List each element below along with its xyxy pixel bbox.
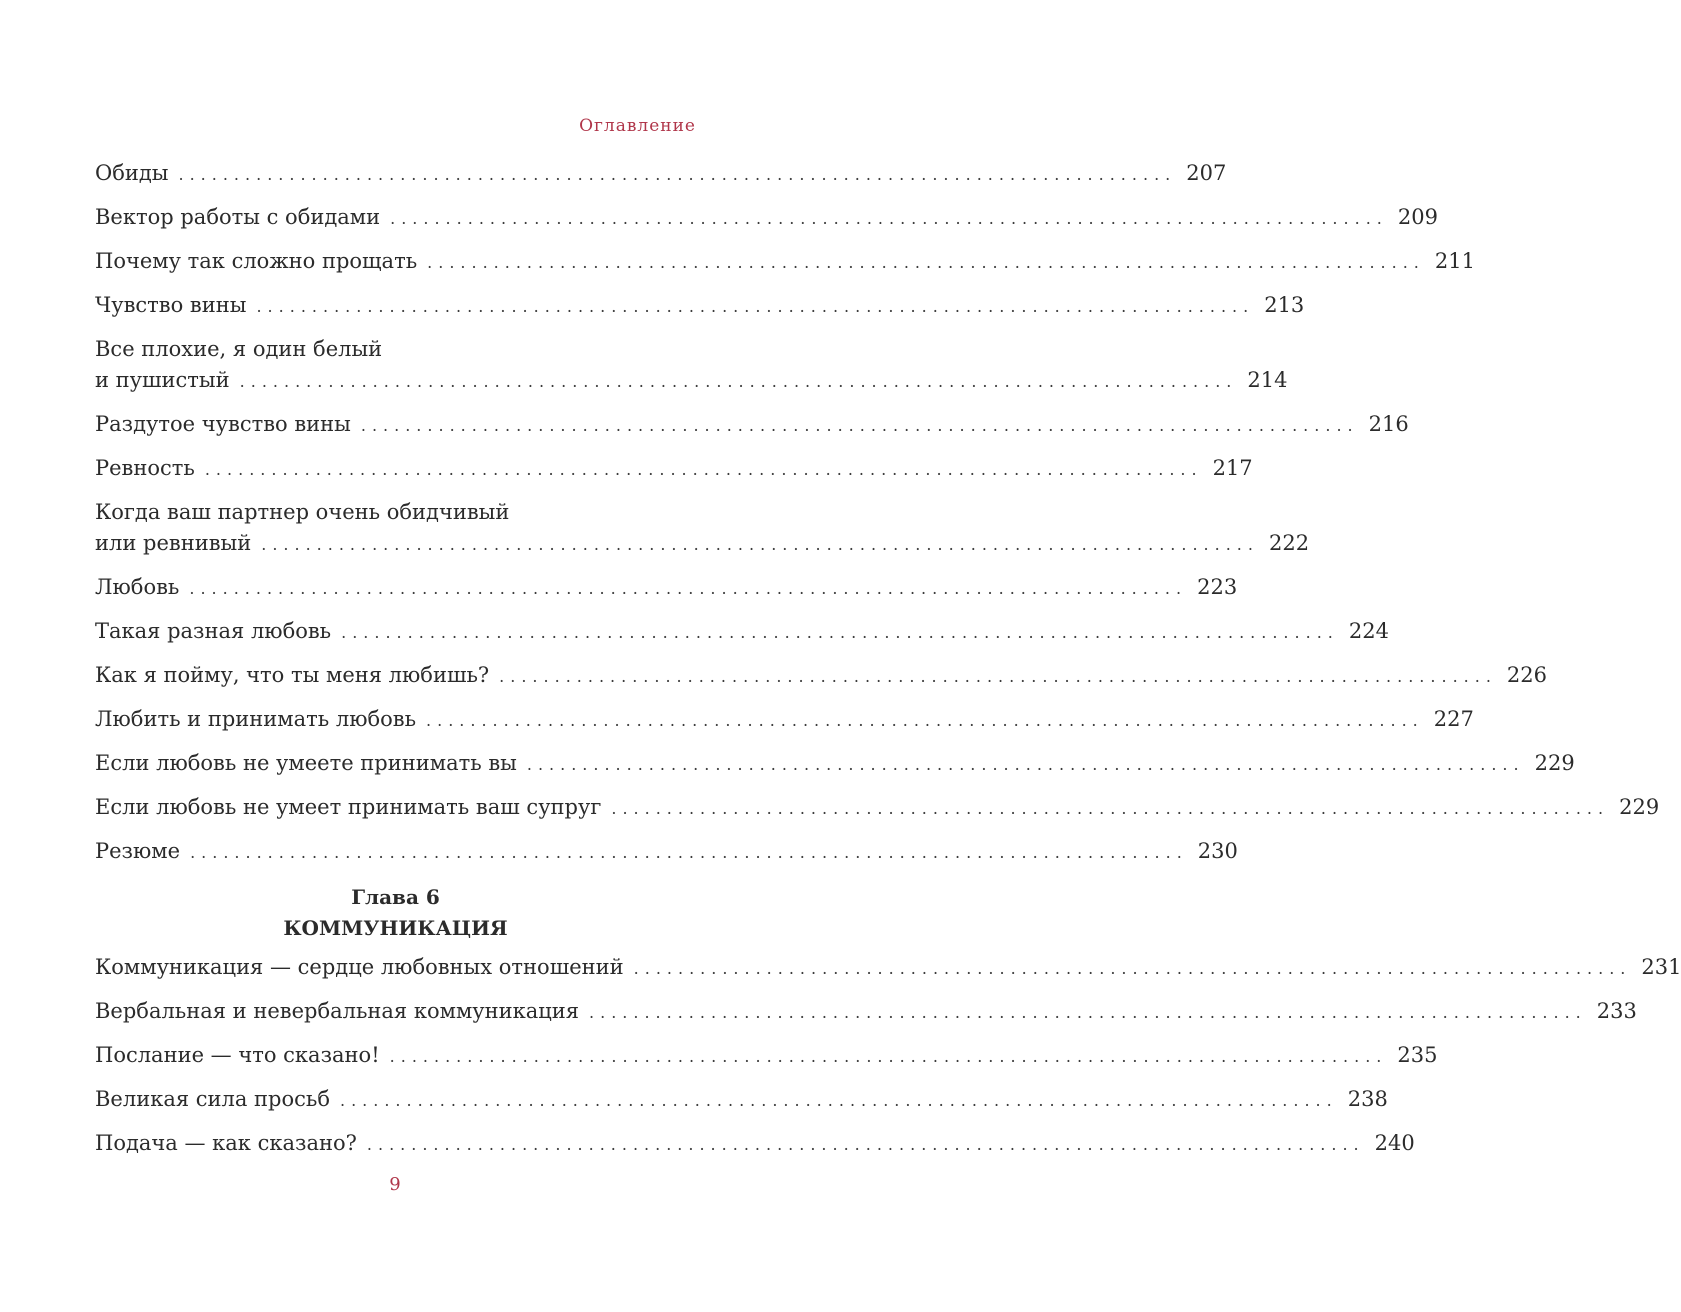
- toc-entry: [95, 616, 1389, 648]
- dot-leader: ..........................................................................................: [190, 843, 1188, 862]
- toc-entry-title-line1: Все плохие, я один белый: [95, 337, 383, 361]
- dot-leader: ..........................................................................................: [633, 959, 1632, 978]
- toc-entry: [95, 952, 1681, 984]
- dot-leader: ..........................................................................................: [256, 297, 1255, 316]
- toc-entry-title: Чувство вины: [95, 293, 247, 317]
- dot-leader: ..........................................................................................: [366, 1135, 1365, 1154]
- dot-leader: ..........................................................................................: [389, 1047, 1388, 1066]
- toc-entry-title: Обиды: [95, 161, 169, 185]
- dot-leader: ..........................................................................................: [189, 579, 1188, 598]
- toc-entry: [95, 660, 1547, 692]
- running-head: Оглавление: [579, 116, 696, 136]
- toc-entry-title: Великая сила просьб: [95, 1087, 330, 1111]
- dot-leader: ..........................................................................................: [611, 799, 1610, 818]
- dot-leader: ..........................................................................................: [360, 416, 1359, 435]
- chapter-heading: [95, 882, 696, 944]
- toc-entry-page: 224: [1348, 619, 1389, 643]
- toc-entry-title: Такая разная любовь: [95, 619, 332, 643]
- toc-entry-title: Резюме: [95, 839, 181, 863]
- toc-entry: [95, 836, 1238, 868]
- toc-entry-page: 223: [1197, 575, 1238, 599]
- chapter-title: КОММУНИКАЦИЯ: [283, 916, 508, 940]
- toc-entry-page: 222: [1268, 531, 1310, 555]
- toc-entry-page: 209: [1397, 205, 1438, 229]
- toc-entry: [95, 996, 1637, 1028]
- toc-entry: [95, 202, 1438, 234]
- dot-leader: ..........................................................................................: [499, 667, 1497, 686]
- toc-entry: [95, 246, 1475, 278]
- toc-entry-page: 207: [1186, 161, 1227, 185]
- toc-entry: [95, 1084, 1388, 1116]
- toc-entry: [95, 453, 1253, 485]
- toc-entry-title: Послание — что сказано!: [95, 1043, 380, 1067]
- toc-entry-page: 229: [1534, 751, 1575, 775]
- toc-entry-title: Ревность: [95, 456, 195, 480]
- toc-entry-title: Раздутое чувство вины: [95, 412, 351, 436]
- toc-entry-page: 230: [1197, 839, 1238, 863]
- toc-entry-page: 227: [1433, 707, 1474, 731]
- toc-entry-page: 233: [1596, 999, 1637, 1023]
- dot-leader: ..........................................................................................: [427, 253, 1425, 272]
- toc-entry: [95, 704, 1474, 736]
- toc-entry: [95, 290, 1305, 322]
- toc-entry-title: Если любовь не умеете принимать вы: [95, 751, 517, 775]
- toc-entry: [95, 1128, 1415, 1160]
- dot-leader: ..........................................................................................: [390, 209, 1388, 228]
- toc-entry: [95, 572, 1238, 604]
- dot-leader: ..........................................................................................: [426, 711, 1424, 730]
- toc-entry-page: 216: [1368, 412, 1409, 436]
- toc-entry-page: 226: [1506, 663, 1547, 687]
- dot-leader: ..........................................................................................: [526, 755, 1525, 774]
- toc-entry-title: Подача — как сказано?: [95, 1131, 357, 1155]
- toc-entry: [95, 748, 1575, 780]
- toc-entry-page: 217: [1212, 456, 1253, 480]
- chapter-number: Глава 6: [351, 885, 440, 909]
- toc-entry: [95, 334, 1288, 397]
- toc-entry-page: 213: [1264, 293, 1305, 317]
- toc-entry-title: Как я пойму, что ты меня любишь?: [95, 663, 490, 687]
- toc-entry-page: 238: [1347, 1087, 1388, 1111]
- toc-entry-title-line1: Когда ваш партнер очень обидчивый: [95, 500, 510, 524]
- toc-entry-title: Почему так сложно прощать: [95, 249, 418, 273]
- toc-section-1: [95, 158, 1660, 880]
- toc-entry-title: и пушистый: [95, 368, 230, 392]
- toc-entry: [95, 497, 1310, 560]
- dot-leader: ..........................................................................................: [239, 372, 1238, 391]
- dot-leader: ..........................................................................................: [589, 1003, 1587, 1022]
- toc-entry-title: или ревнивый: [95, 531, 252, 555]
- toc-entry: [95, 158, 1227, 190]
- toc-entry-page: 240: [1374, 1131, 1415, 1155]
- dot-leader: ..........................................................................................: [204, 460, 1203, 479]
- toc-entry-title: Если любовь не умеет принимать ваш супруг: [95, 795, 602, 819]
- toc-entry: [95, 1040, 1438, 1072]
- toc-entry-title: Коммуникация — сердце любовных отношений: [95, 955, 624, 979]
- toc-entry-page: 231: [1641, 955, 1681, 979]
- toc-entry: [95, 409, 1409, 441]
- toc-entry-page: 211: [1434, 249, 1475, 273]
- dot-leader: ..........................................................................................: [261, 535, 1259, 554]
- toc-entry-page: 235: [1397, 1043, 1438, 1067]
- toc-entry-page: 229: [1619, 795, 1660, 819]
- page-number: 9: [389, 1174, 401, 1195]
- toc-entry-page: 214: [1247, 368, 1288, 392]
- dot-leader: ..........................................................................................: [339, 1091, 1338, 1110]
- dot-leader: ..........................................................................................: [341, 623, 1339, 642]
- dot-leader: ..........................................................................................: [178, 165, 1177, 184]
- toc-section-2: [95, 952, 1681, 1172]
- toc-entry: [95, 792, 1660, 824]
- toc-entry-title: Вербальная и невербальная коммуникация: [95, 999, 580, 1023]
- toc-entry-title: Любовь: [95, 575, 180, 599]
- toc-entry-title: Вектор работы с обидами: [95, 205, 381, 229]
- toc-entry-title: Любить и принимать любовь: [95, 707, 417, 731]
